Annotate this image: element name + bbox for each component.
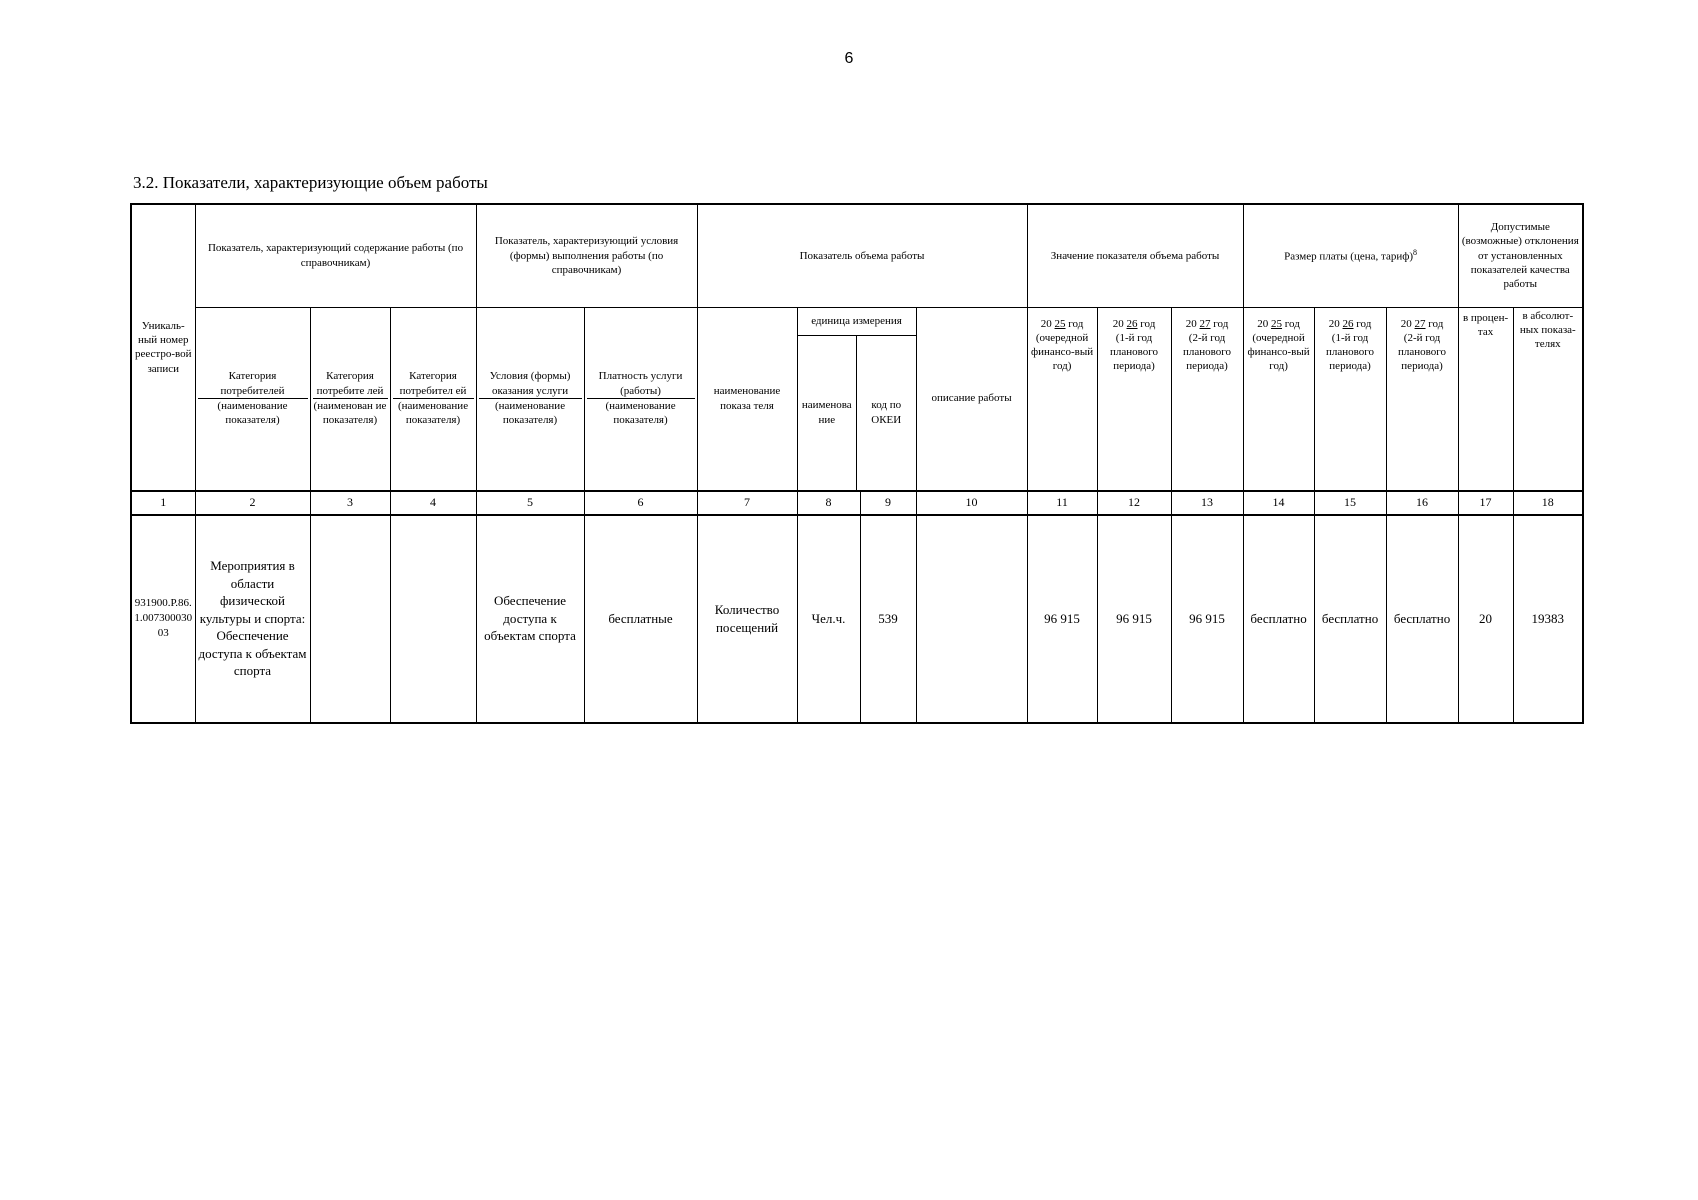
y2-pre: 20 <box>1112 317 1124 330</box>
header-group-deviation: Допустимые (возможные) отклонения от установленных показателей качества работы <box>1458 204 1583 307</box>
cell-fee-2025: бесплатно <box>1243 515 1314 723</box>
header-fee-2026 <box>1314 307 1386 491</box>
y2-post: год <box>1140 317 1156 330</box>
f1-post: год <box>1284 317 1300 330</box>
header-group-volume: Показатель объема работы <box>697 204 1027 307</box>
y1-pre: 20 <box>1040 317 1052 330</box>
cell-indicator: Количество посещений <box>697 515 797 723</box>
column-number-18: 18 <box>1513 491 1583 515</box>
f1-num: 25 <box>1271 317 1283 330</box>
f3-post: год <box>1428 317 1444 330</box>
header-group-fee <box>1243 204 1458 307</box>
deviation-absolute-label: в абсолют-ных показа-телях <box>1519 309 1576 351</box>
cell-description <box>916 515 1027 723</box>
category-3-sub: (наименование показателя) <box>397 400 469 427</box>
unit-group-label: единица измерения <box>798 308 916 336</box>
header-value-2027 <box>1171 307 1243 491</box>
y1-num: 25 <box>1054 317 1066 330</box>
f2-post: год <box>1356 317 1372 330</box>
category-1-sub: (наименование показателя) <box>217 400 288 427</box>
f1-pre: 20 <box>1257 317 1269 330</box>
column-number-10: 10 <box>916 491 1027 515</box>
y2-num: 26 <box>1126 317 1138 330</box>
f3-note: (2-й год планового периода) <box>1398 331 1447 373</box>
cell-category: Мероприятия в области физической культуры и спорта: Обеспечение доступа к объектам спорта <box>195 515 310 723</box>
y3-post: год <box>1213 317 1229 330</box>
column-number-11: 11 <box>1027 491 1097 515</box>
y3-pre: 20 <box>1185 317 1197 330</box>
header-group-content: Показатель, характеризующий содержание работы (по справочникам) <box>195 204 476 307</box>
conditions-name: Условия (формы) оказания услуги <box>479 369 582 399</box>
header-category-2 <box>310 307 390 491</box>
cell-payment: бесплатные <box>584 515 697 723</box>
cell-deviation-absolute: 19383 <box>1513 515 1583 723</box>
column-number-7: 7 <box>697 491 797 515</box>
y2-note: (1-й год планового периода) <box>1110 331 1159 373</box>
category-3-name: Категория потребител ей <box>393 369 474 399</box>
category-2-sub: (наименован ие показателя) <box>313 400 387 427</box>
cell-conditions: Обеспечение доступа к объектам спорта <box>476 515 584 723</box>
header-deviation-absolute <box>1513 307 1583 491</box>
header-group-value: Значение показателя объема работы <box>1027 204 1243 307</box>
header-fee-2027 <box>1386 307 1458 491</box>
column-number-6: 6 <box>584 491 697 515</box>
cell-value-2026: 96 915 <box>1097 515 1171 723</box>
cell-category-3 <box>390 515 476 723</box>
column-number-15: 15 <box>1314 491 1386 515</box>
cell-unit: Чел.ч. <box>797 515 860 723</box>
header-deviation-percent <box>1458 307 1513 491</box>
section-title: 3.2. Показатели, характеризующие объем работы <box>133 173 488 192</box>
cell-registry-number: 931900.Р.86.1.00730003003 <box>131 515 195 723</box>
column-number-8: 8 <box>797 491 860 515</box>
cell-fee-2026: бесплатно <box>1314 515 1386 723</box>
header-payment <box>584 307 697 491</box>
f2-pre: 20 <box>1328 317 1340 330</box>
unit-subtable <box>798 308 916 490</box>
header-conditions <box>476 307 584 491</box>
column-number-1: 1 <box>131 491 195 515</box>
y3-note: (2-й год планового периода) <box>1183 331 1232 373</box>
header-indicator-name: наименование показа теля <box>697 307 797 491</box>
column-number-2: 2 <box>195 491 310 515</box>
cell-okei: 539 <box>860 515 916 723</box>
work-volume-table <box>130 203 1584 724</box>
category-2-name: Категория потребите лей <box>313 369 388 399</box>
column-number-5: 5 <box>476 491 584 515</box>
header-category-3 <box>390 307 476 491</box>
cell-fee-2027: бесплатно <box>1386 515 1458 723</box>
y1-note: (очередной финансо-вый год) <box>1030 331 1094 373</box>
column-number-14: 14 <box>1243 491 1314 515</box>
column-number-4: 4 <box>390 491 476 515</box>
cell-deviation-percent: 20 <box>1458 515 1513 723</box>
deviation-percent-label: в процен-тах <box>1462 311 1509 338</box>
header-fee-2025 <box>1243 307 1314 491</box>
payment-sub: (наименование показателя) <box>605 400 676 427</box>
header-category-1 <box>195 307 310 491</box>
header-okei: код по ОКЕИ <box>871 399 902 426</box>
header-group-conditions: Показатель, характеризующий условия (формы) выполнения работы (по справочникам) <box>476 204 697 307</box>
payment-name: Платность услуги (работы) <box>587 369 695 399</box>
header-value-2026 <box>1097 307 1171 491</box>
header-value-2025 <box>1027 307 1097 491</box>
column-number-9: 9 <box>860 491 916 515</box>
f2-num: 26 <box>1342 317 1354 330</box>
column-number-16: 16 <box>1386 491 1458 515</box>
header-unit-group <box>797 307 916 491</box>
column-number-3: 3 <box>310 491 390 515</box>
header-unit-name: наименова ние <box>798 336 857 490</box>
conditions-sub: (наименование показателя) <box>494 400 566 427</box>
header-unique-number <box>131 204 195 491</box>
cell-value-2025: 96 915 <box>1027 515 1097 723</box>
table-row <box>131 515 1583 723</box>
y3-num: 27 <box>1199 317 1211 330</box>
f2-note: (1-й год планового периода) <box>1326 331 1375 373</box>
cell-category-2 <box>310 515 390 723</box>
header-unique-number-text: Уникаль-ный номер реестро-вой записи <box>134 319 192 375</box>
f1-note: (очередной финансо-вый год) <box>1247 331 1310 373</box>
cell-value-2027: 96 915 <box>1171 515 1243 723</box>
column-number-17: 17 <box>1458 491 1513 515</box>
y1-post: год <box>1068 317 1084 330</box>
f3-num: 27 <box>1414 317 1426 330</box>
footnote-marker: 8 <box>1413 247 1417 257</box>
header-description: описание работы <box>916 307 1027 491</box>
column-number-12: 12 <box>1097 491 1171 515</box>
page-number: 6 <box>844 50 854 67</box>
column-number-13: 13 <box>1171 491 1243 515</box>
header-group-fee-text: Размер платы (цена, тариф) <box>1284 250 1413 263</box>
category-1-name: Категория потребителей <box>198 369 308 399</box>
f3-pre: 20 <box>1400 317 1412 330</box>
